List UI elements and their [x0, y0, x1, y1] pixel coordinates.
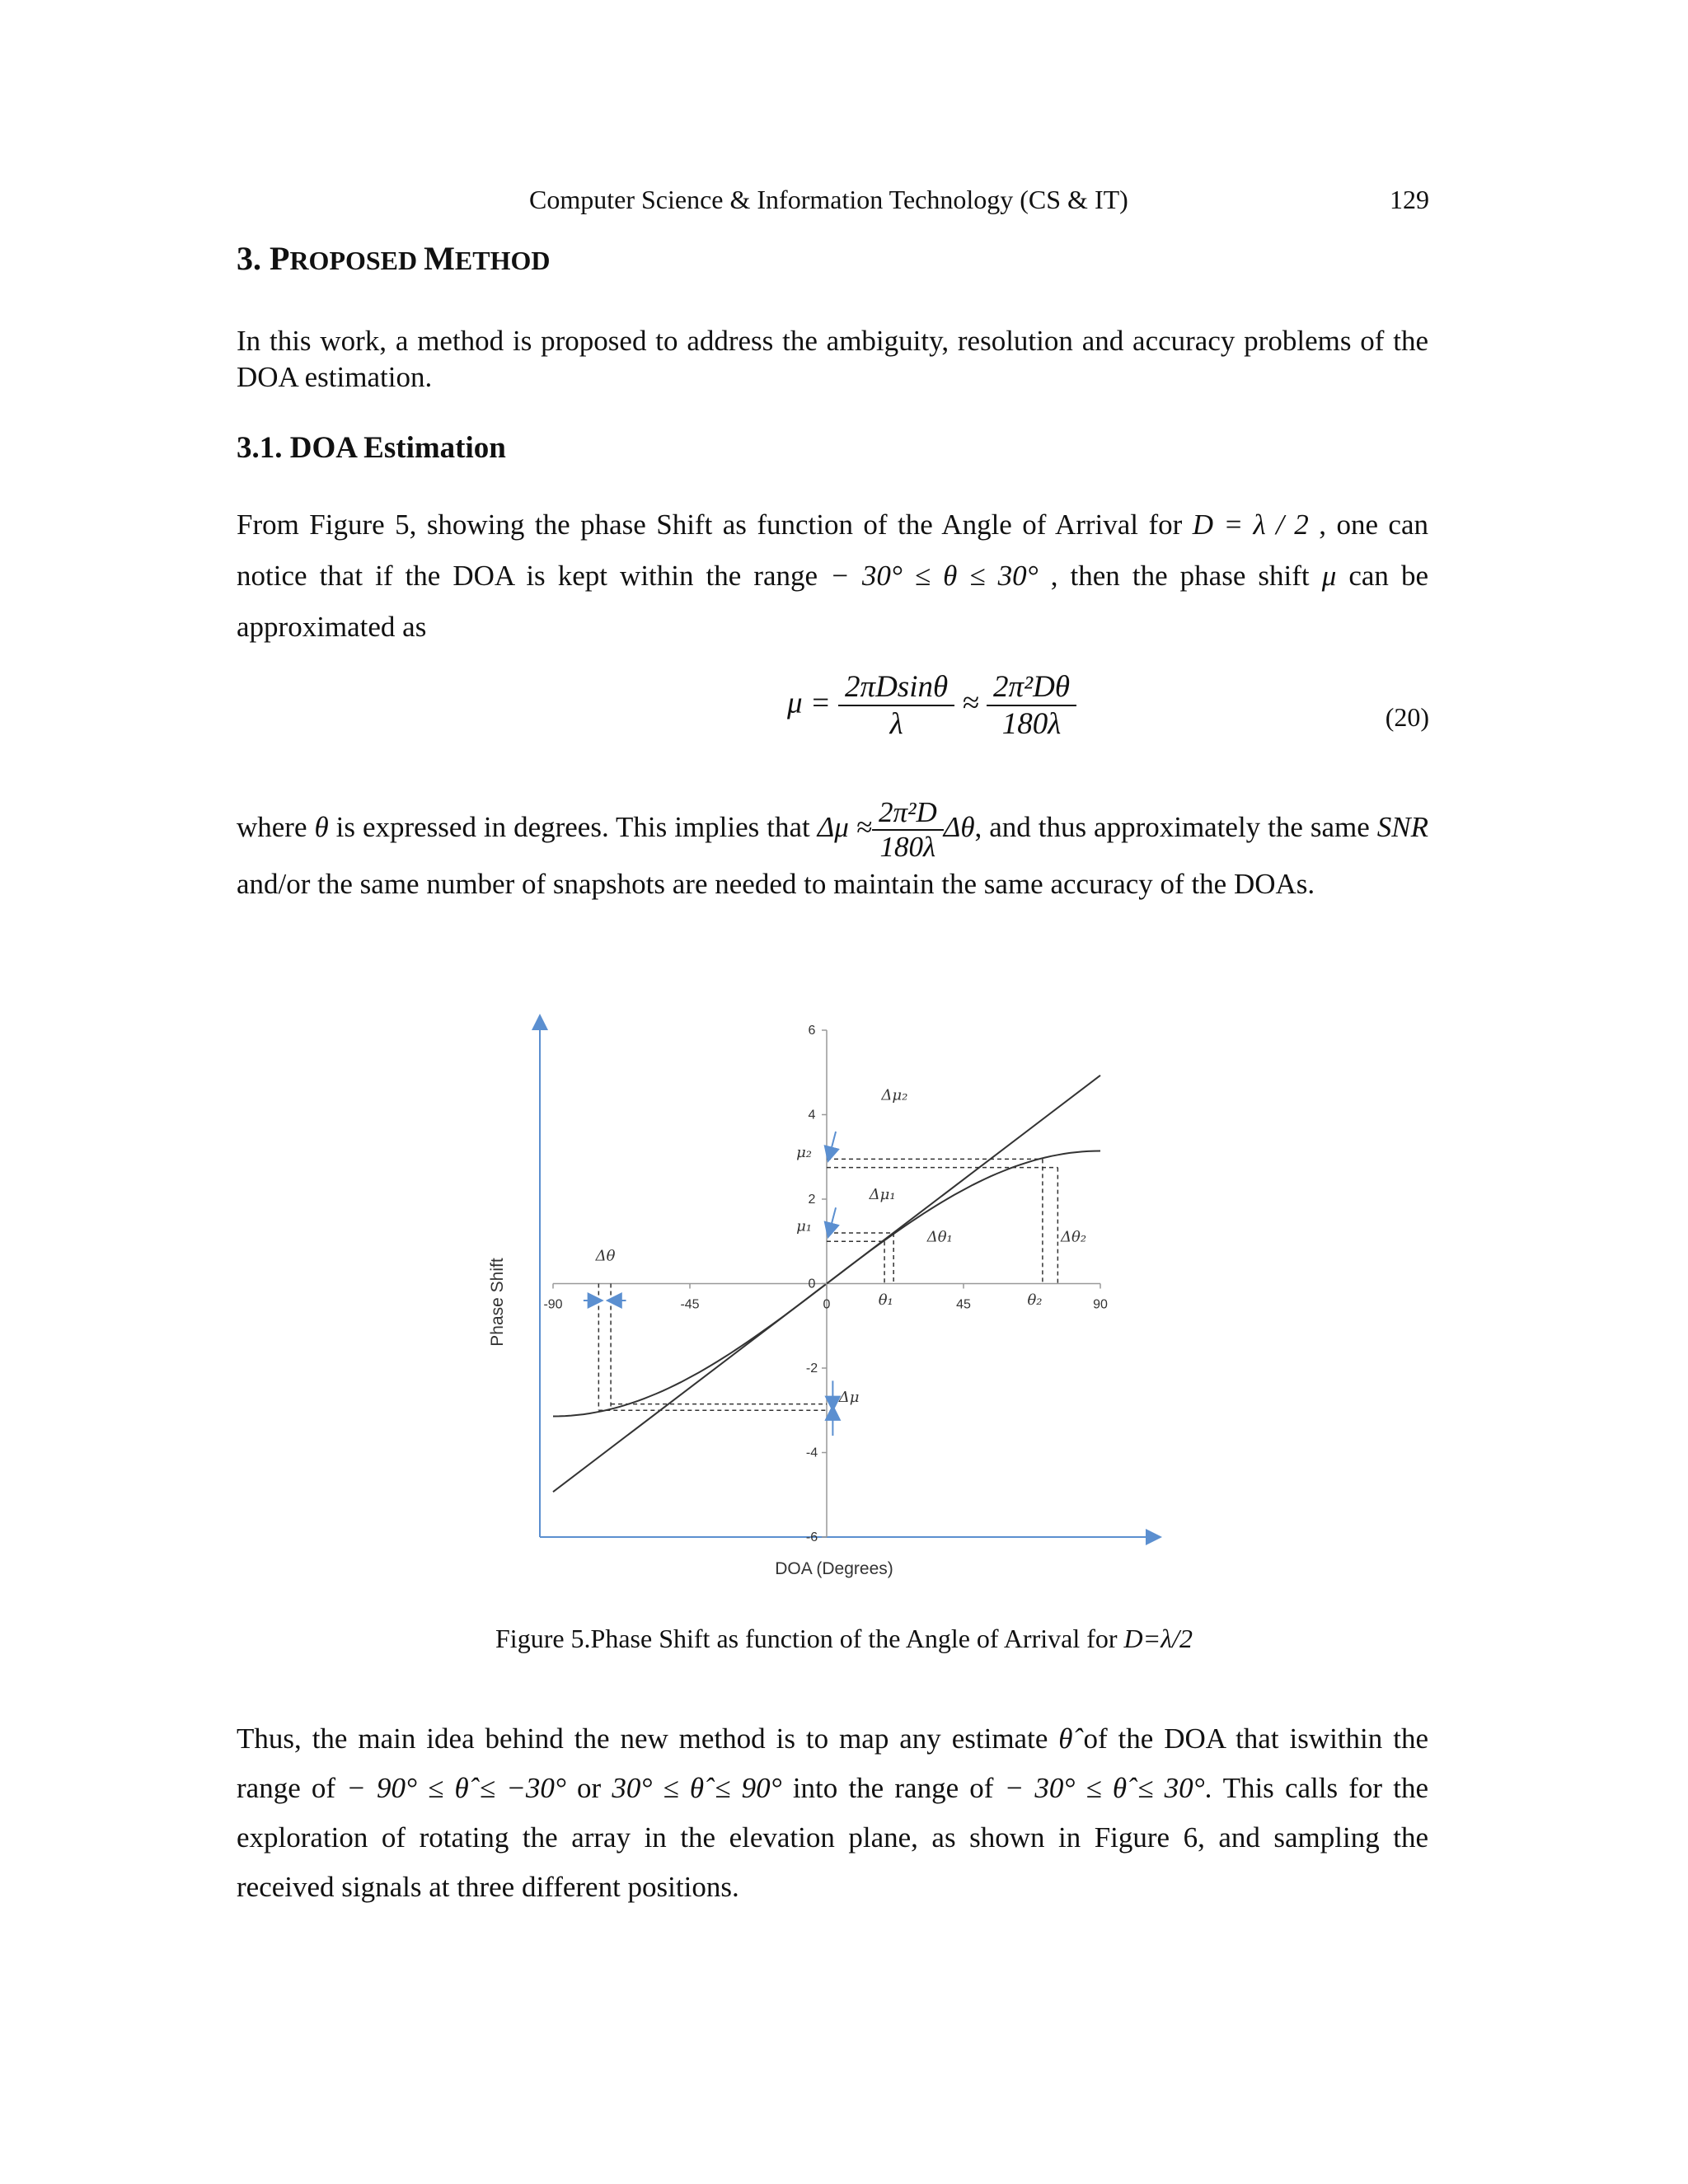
intro-paragraph: In this work, a method is proposed to address the ambiguity, resolution and accuracy problems of the DOA estimation. [237, 325, 1428, 393]
section-number: 3. [237, 240, 261, 277]
para3-text-e: . This calls for the exploration of rotating the array in the elevation plane, as shown in Figure 6, and sampling the received signals at three different positions. [237, 1772, 1429, 1903]
para2-frac-numerator: 2π²D [872, 796, 944, 831]
y-tick-label: -2 [805, 1361, 818, 1376]
equation-20 [787, 669, 1076, 742]
figure-caption [0, 1624, 1688, 1654]
phase-shift-chart [478, 997, 1179, 1591]
subsection-heading: 3.1. DOA Estimation [237, 431, 506, 465]
para2-text-b: is expressed in degrees. This implies that [328, 811, 818, 844]
y-tick-label: 2 [808, 1193, 816, 1207]
paragraph-2 [237, 796, 1428, 905]
para3-math-c: 30° ≤ θ̂ ≤ 90° [612, 1772, 782, 1804]
annotation-label: Δθ [595, 1247, 616, 1265]
x-tick-label: -90 [543, 1297, 563, 1312]
para1-text-b: , one can notice that if the DOA is kept within the range [237, 509, 1429, 592]
annotation-arrow [830, 1207, 836, 1230]
eq-f2-denominator: 180λ [1001, 707, 1062, 741]
annotation-label: Δμ₁ [869, 1186, 896, 1203]
equation-number: (20) [1385, 702, 1429, 732]
para3-text-d: into the range of [781, 1772, 1005, 1804]
chart-axes [540, 1022, 1154, 1537]
x-tick-label: 0 [823, 1297, 831, 1312]
y-tick-label: 4 [808, 1108, 816, 1122]
annotation-label: θ₁ [878, 1291, 893, 1310]
eq-fraction-1 [838, 669, 954, 742]
journal-title: Computer Science & Information Technology (CS & IT) [529, 185, 1128, 214]
section-title-cap2: M [424, 240, 455, 277]
para2-text-c: , and thus approximately the same [974, 811, 1377, 844]
para1-math-b: − 30° ≤ θ ≤ 30° [830, 560, 1039, 592]
annotation-label: μ₂ [796, 1143, 813, 1161]
annotation-label: μ₁ [796, 1217, 813, 1235]
eq-f1-numerator: 2πDsinθ [838, 669, 954, 706]
section-title-cap1: P [270, 240, 290, 277]
para3-text-b: of the DOA that iswithin the range of [237, 1722, 1428, 1804]
para3-text-c: or [565, 1772, 612, 1804]
section-heading [237, 239, 550, 278]
para1-math-c: μ [1321, 560, 1337, 592]
section-title-rest2: ETHOD [454, 246, 551, 275]
y-tick-label: 0 [808, 1277, 816, 1291]
y-tick-label: 6 [808, 1024, 816, 1038]
para2-fraction [872, 796, 944, 864]
annotation-label: Δμ₂ [881, 1086, 908, 1104]
eq-f2-numerator: 2π²Dθ [987, 669, 1076, 706]
para2-math-b: Δμ ≈ [817, 811, 872, 844]
para3-math-d: − 30° ≤ θ̂ ≤ 30° [1004, 1772, 1205, 1804]
y-tick-label: -6 [805, 1530, 818, 1544]
eq-f1-denominator: λ [889, 707, 903, 741]
para2-math-a: θ [314, 811, 329, 844]
para1-math-a: D = λ / 2 [1192, 509, 1309, 541]
para1-text-c: , then the phase shift [1038, 560, 1322, 592]
paragraph-1 [237, 499, 1428, 653]
chart-annotations [584, 1087, 1086, 1436]
para1-text-d: can be approximated as [237, 560, 1428, 643]
figure-5 [478, 997, 1179, 1591]
x-axis-label: DOA (Degrees) [775, 1559, 893, 1578]
annotation-label: Δθ₁ [926, 1228, 953, 1246]
para2-math-c: Δθ [943, 811, 975, 844]
annotation-label: Δμ [838, 1389, 860, 1406]
para3-math-a: θ̂ [1058, 1722, 1073, 1755]
x-tick-label: 90 [1093, 1297, 1108, 1312]
para2-snr: SNR [1376, 811, 1428, 844]
para2-text-d: and/or the same number of snapshots are needed to maintain the same accuracy of the DOAs. [237, 868, 1315, 900]
caption-math: D=λ/2 [1123, 1624, 1193, 1653]
para2-frac-denominator: 180λ [879, 831, 936, 863]
para3-text-a: Thus, the main idea behind the new method is to map any estimate [237, 1722, 1059, 1755]
annotation-arrow [830, 1132, 836, 1155]
eq-approx: ≈ [962, 686, 979, 720]
para2-text-a: where [237, 811, 315, 844]
eq-fraction-2 [987, 669, 1076, 742]
para1-text-a: From Figure 5, showing the phase Shift as function of the Angle of Arrival for [237, 509, 1193, 541]
section-title-rest1: ROPOSED [289, 246, 424, 275]
eq-lhs: μ = [787, 686, 831, 720]
caption-text: Figure 5.Phase Shift as function of the Angle of Arrival for [495, 1624, 1124, 1653]
y-axis-label: Phase Shift [488, 1258, 507, 1347]
annotation-label: Δθ₂ [1061, 1228, 1087, 1246]
annotation-label: θ₂ [1027, 1291, 1043, 1310]
page-number: 129 [1390, 185, 1429, 214]
y-tick-label: -4 [805, 1446, 818, 1460]
paragraph-3 [237, 1714, 1428, 1912]
para3-math-b: − 90° ≤ θ̂ ≤ −30° [346, 1772, 566, 1804]
x-tick-label: -45 [680, 1297, 700, 1312]
x-tick-label: 45 [956, 1297, 971, 1312]
